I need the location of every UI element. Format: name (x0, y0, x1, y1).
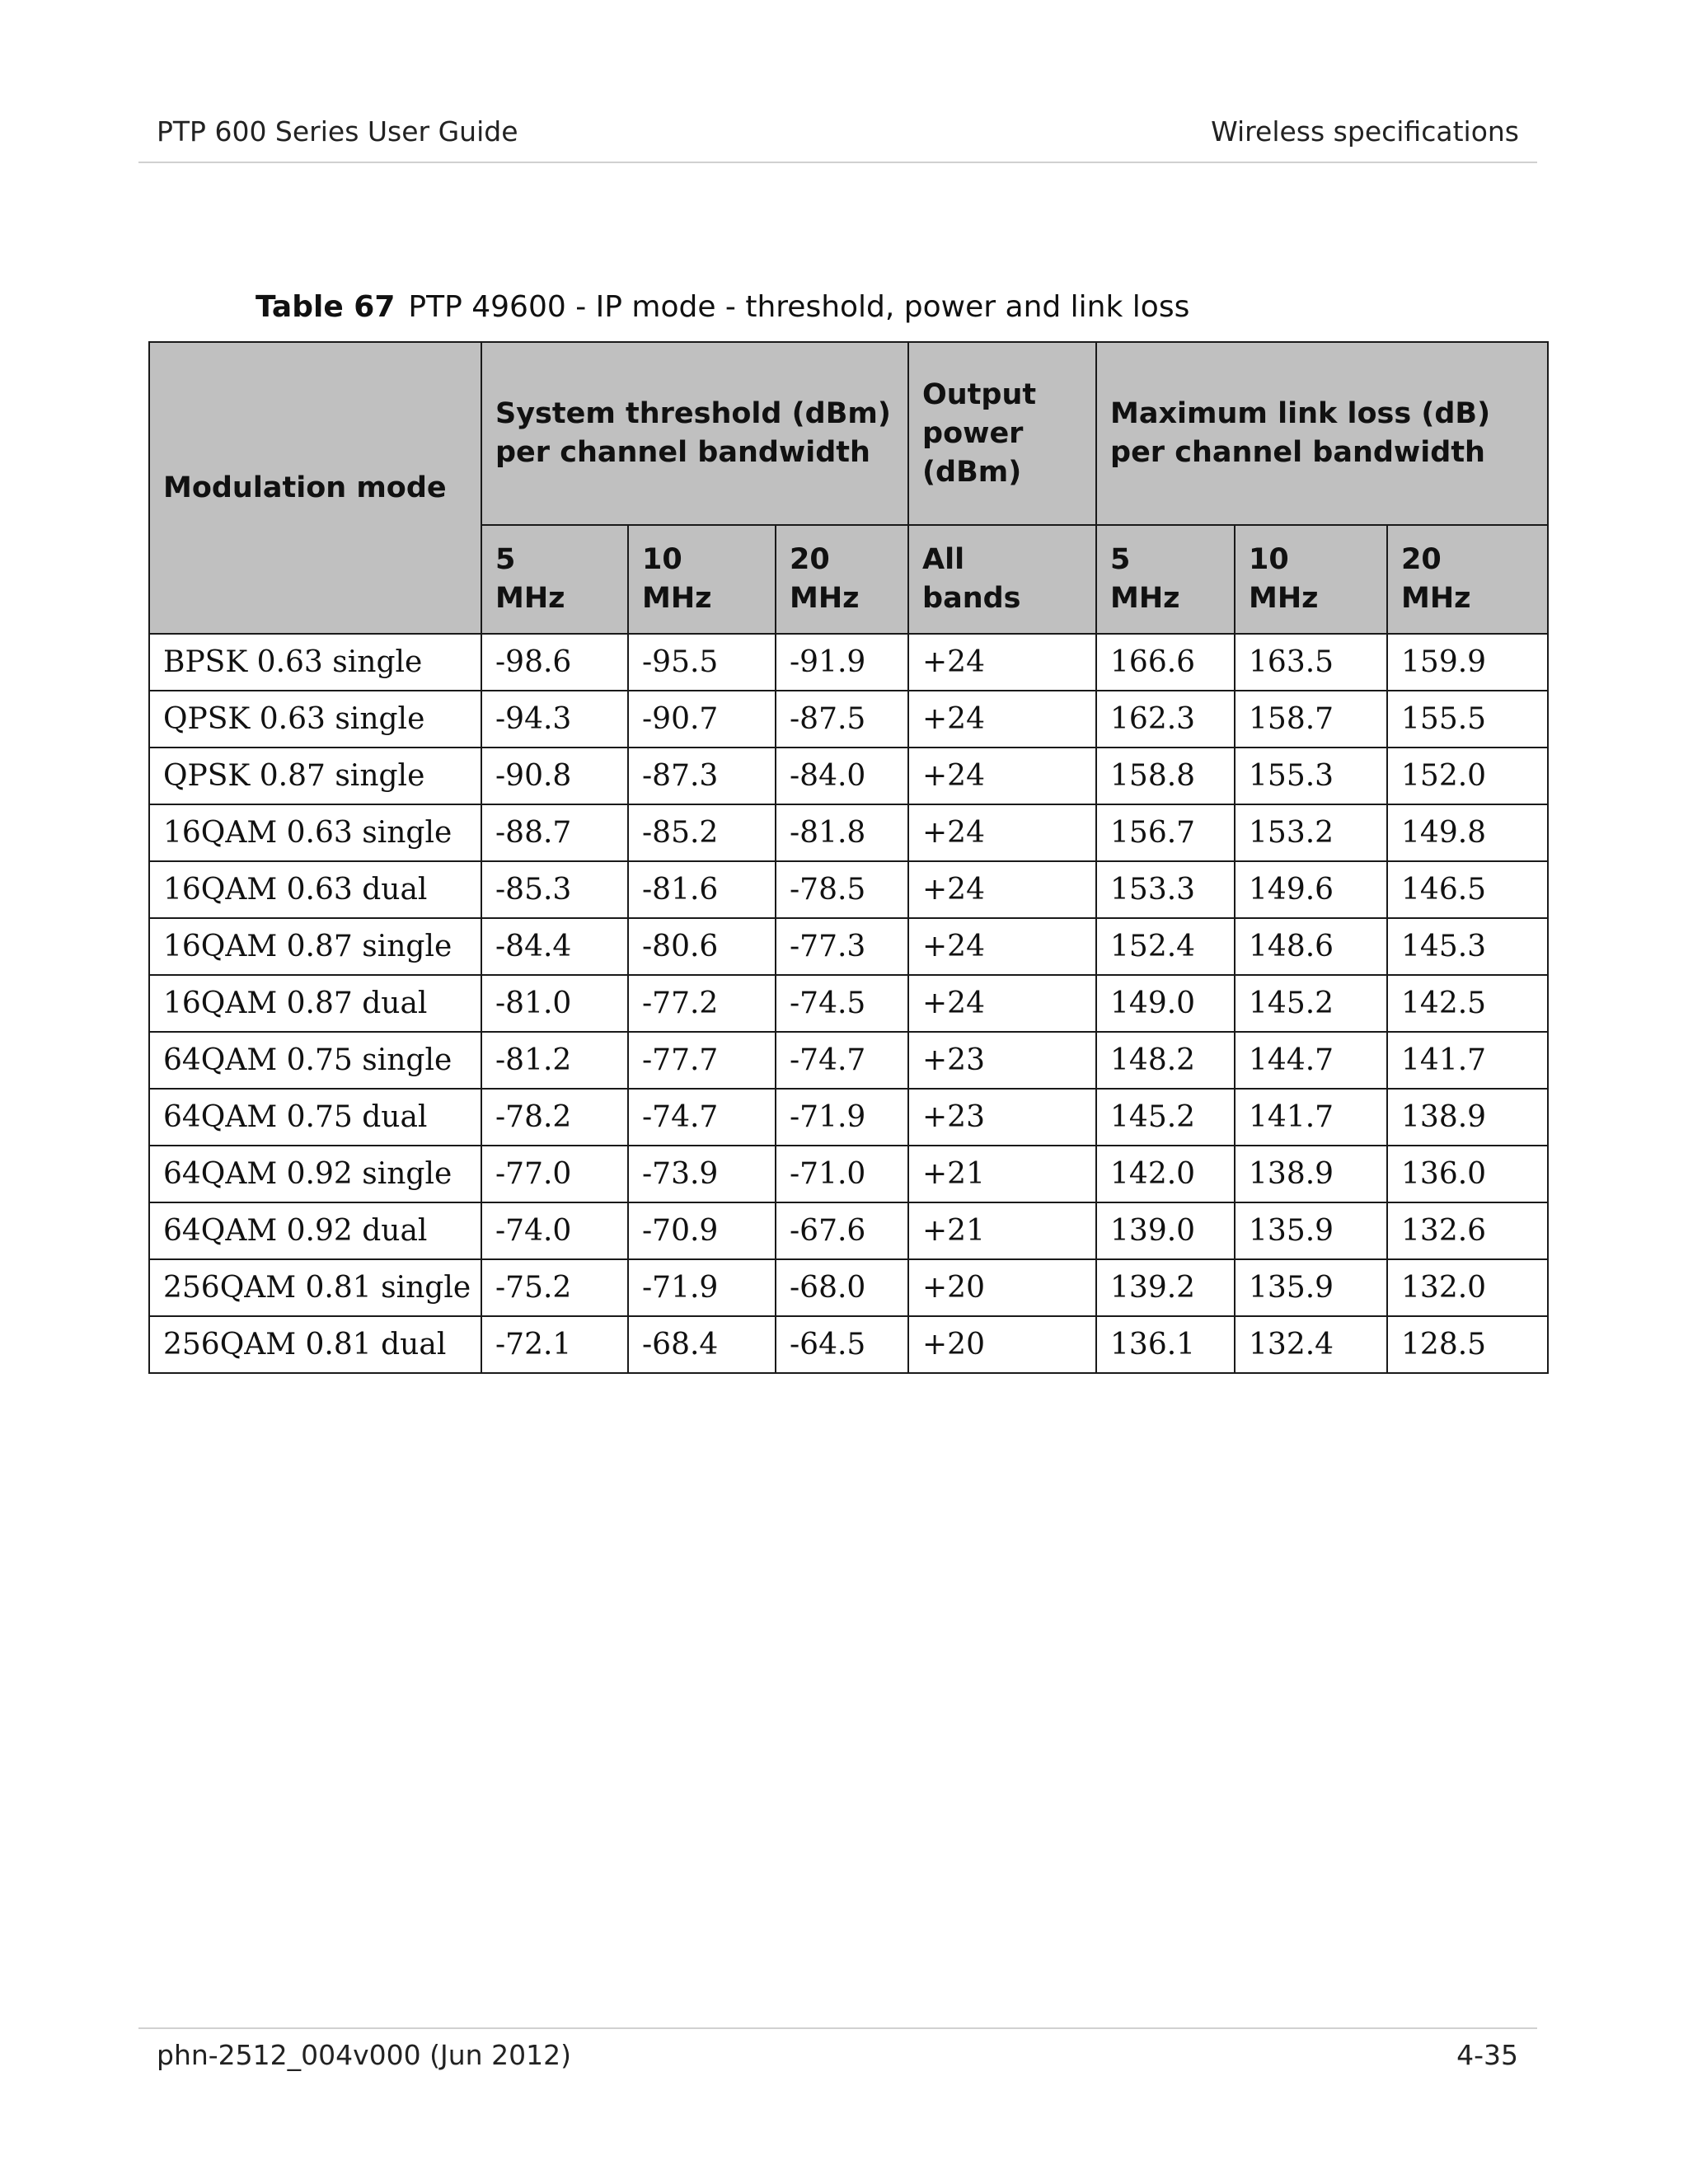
value-cell: -81.2 (481, 1032, 628, 1089)
modulation-mode-cell: 64QAM 0.92 dual (149, 1202, 481, 1259)
value-cell: -74.7 (776, 1032, 908, 1089)
footer-document-id: phn-2512_004v000 (Jun 2012) (157, 2039, 571, 2071)
subheader-cell: All bands (908, 525, 1096, 634)
modulation-mode-cell: QPSK 0.63 single (149, 691, 481, 748)
footer-divider (138, 2027, 1537, 2029)
value-cell: -78.2 (481, 1089, 628, 1146)
value-cell: +23 (908, 1089, 1096, 1146)
value-cell: +24 (908, 691, 1096, 748)
value-cell: 158.7 (1235, 691, 1387, 748)
value-cell: -88.7 (481, 804, 628, 861)
header-system-threshold: System threshold (dBm) per channel bandwidth (481, 342, 908, 525)
value-cell: 141.7 (1387, 1032, 1548, 1089)
value-cell: 142.5 (1387, 975, 1548, 1032)
value-cell: +24 (908, 804, 1096, 861)
value-cell: -64.5 (776, 1316, 908, 1373)
value-cell: +24 (908, 918, 1096, 975)
value-cell: 136.0 (1387, 1146, 1548, 1202)
value-cell: +24 (908, 975, 1096, 1032)
modulation-mode-cell: 16QAM 0.63 single (149, 804, 481, 861)
value-cell: -84.4 (481, 918, 628, 975)
modulation-mode-cell: 64QAM 0.92 single (149, 1146, 481, 1202)
value-cell: -75.2 (481, 1259, 628, 1316)
value-cell: 135.9 (1235, 1259, 1387, 1316)
table-row (149, 1316, 1548, 1373)
value-cell: +24 (908, 748, 1096, 804)
table-row (149, 1259, 1548, 1316)
header-document-title: PTP 600 Series User Guide (157, 115, 518, 148)
table-number: Table 67 (256, 290, 396, 324)
value-cell: -74.7 (628, 1089, 776, 1146)
table-row (149, 691, 1548, 748)
value-cell: 159.9 (1387, 634, 1548, 691)
value-cell: -81.0 (481, 975, 628, 1032)
modulation-mode-cell: BPSK 0.63 single (149, 634, 481, 691)
value-cell: -90.7 (628, 691, 776, 748)
table-row (149, 1032, 1548, 1089)
value-cell: 163.5 (1235, 634, 1387, 691)
value-cell: 148.6 (1235, 918, 1387, 975)
value-cell: -78.5 (776, 861, 908, 918)
value-cell: 166.6 (1096, 634, 1235, 691)
table-row (149, 804, 1548, 861)
value-cell: -85.2 (628, 804, 776, 861)
value-cell: 148.2 (1096, 1032, 1235, 1089)
value-cell: 139.0 (1096, 1202, 1235, 1259)
value-cell: -71.9 (628, 1259, 776, 1316)
header-modulation-mode: Modulation mode (149, 342, 481, 634)
value-cell: -80.6 (628, 918, 776, 975)
value-cell: -81.8 (776, 804, 908, 861)
subheader-cell: 5 MHz (481, 525, 628, 634)
value-cell: +20 (908, 1316, 1096, 1373)
value-cell: -71.0 (776, 1146, 908, 1202)
value-cell: -87.5 (776, 691, 908, 748)
value-cell: 149.6 (1235, 861, 1387, 918)
table-title: PTP 49600 - IP mode - threshold, power and link loss (408, 290, 1190, 324)
value-cell: 128.5 (1387, 1316, 1548, 1373)
value-cell: 156.7 (1096, 804, 1235, 861)
value-cell: +20 (908, 1259, 1096, 1316)
value-cell: 146.5 (1387, 861, 1548, 918)
value-cell: -74.5 (776, 975, 908, 1032)
subheader-cell: 10 MHz (1235, 525, 1387, 634)
table-row (149, 918, 1548, 975)
value-cell: -81.6 (628, 861, 776, 918)
value-cell: -84.0 (776, 748, 908, 804)
value-cell: 158.8 (1096, 748, 1235, 804)
value-cell: 139.2 (1096, 1259, 1235, 1316)
value-cell: -68.0 (776, 1259, 908, 1316)
value-cell: 132.4 (1235, 1316, 1387, 1373)
subheader-cell: 20 MHz (776, 525, 908, 634)
value-cell: -94.3 (481, 691, 628, 748)
table-row (149, 634, 1548, 691)
spec-table (148, 341, 1549, 1374)
value-cell: +21 (908, 1146, 1096, 1202)
page-number: 4-35 (1456, 2039, 1518, 2071)
table-row (149, 975, 1548, 1032)
subheader-cell: 5 MHz (1096, 525, 1235, 634)
modulation-mode-cell: QPSK 0.87 single (149, 748, 481, 804)
value-cell: -95.5 (628, 634, 776, 691)
value-cell: 162.3 (1096, 691, 1235, 748)
value-cell: 138.9 (1387, 1089, 1548, 1146)
value-cell: -77.3 (776, 918, 908, 975)
modulation-mode-cell: 16QAM 0.87 dual (149, 975, 481, 1032)
modulation-mode-cell: 64QAM 0.75 dual (149, 1089, 481, 1146)
value-cell: 153.2 (1235, 804, 1387, 861)
value-cell: 149.0 (1096, 975, 1235, 1032)
value-cell: -72.1 (481, 1316, 628, 1373)
value-cell: 145.2 (1096, 1089, 1235, 1146)
value-cell: 155.5 (1387, 691, 1548, 748)
value-cell: 135.9 (1235, 1202, 1387, 1259)
value-cell: 141.7 (1235, 1089, 1387, 1146)
table-row (149, 1089, 1548, 1146)
value-cell: -70.9 (628, 1202, 776, 1259)
value-cell: 152.0 (1387, 748, 1548, 804)
value-cell: -71.9 (776, 1089, 908, 1146)
value-cell: +23 (908, 1032, 1096, 1089)
value-cell: -77.2 (628, 975, 776, 1032)
table-row (149, 1202, 1548, 1259)
modulation-mode-cell: 64QAM 0.75 single (149, 1032, 481, 1089)
table-body (149, 634, 1548, 1373)
value-cell: -90.8 (481, 748, 628, 804)
value-cell: -68.4 (628, 1316, 776, 1373)
value-cell: 155.3 (1235, 748, 1387, 804)
value-cell: 144.7 (1235, 1032, 1387, 1089)
value-cell: +24 (908, 634, 1096, 691)
value-cell: 153.3 (1096, 861, 1235, 918)
subheader-cell: 20 MHz (1387, 525, 1548, 634)
value-cell: 145.3 (1387, 918, 1548, 975)
header-maximum-link-loss: Maximum link loss (dB) per channel bandwidth (1096, 342, 1548, 525)
value-cell: -67.6 (776, 1202, 908, 1259)
value-cell: 138.9 (1235, 1146, 1387, 1202)
modulation-mode-cell: 16QAM 0.63 dual (149, 861, 481, 918)
modulation-mode-cell: 256QAM 0.81 dual (149, 1316, 481, 1373)
value-cell: +24 (908, 861, 1096, 918)
value-cell: -91.9 (776, 634, 908, 691)
value-cell: 132.6 (1387, 1202, 1548, 1259)
value-cell: -98.6 (481, 634, 628, 691)
table-row (149, 748, 1548, 804)
table-caption (256, 290, 1189, 324)
value-cell: -77.7 (628, 1032, 776, 1089)
page-header (138, 0, 1537, 163)
value-cell: -73.9 (628, 1146, 776, 1202)
header-section-title: Wireless specifications (1211, 115, 1519, 148)
table-row (149, 1146, 1548, 1202)
modulation-mode-cell: 16QAM 0.87 single (149, 918, 481, 975)
value-cell: 136.1 (1096, 1316, 1235, 1373)
value-cell: -77.0 (481, 1146, 628, 1202)
value-cell: 149.8 (1387, 804, 1548, 861)
value-cell: 132.0 (1387, 1259, 1548, 1316)
header-output-power: Output power (dBm) (908, 342, 1096, 525)
subheader-cell: 10 MHz (628, 525, 776, 634)
table-row (149, 861, 1548, 918)
value-cell: 152.4 (1096, 918, 1235, 975)
value-cell: +21 (908, 1202, 1096, 1259)
value-cell: -87.3 (628, 748, 776, 804)
value-cell: -85.3 (481, 861, 628, 918)
value-cell: 142.0 (1096, 1146, 1235, 1202)
modulation-mode-cell: 256QAM 0.81 single (149, 1259, 481, 1316)
value-cell: -74.0 (481, 1202, 628, 1259)
value-cell: 145.2 (1235, 975, 1387, 1032)
